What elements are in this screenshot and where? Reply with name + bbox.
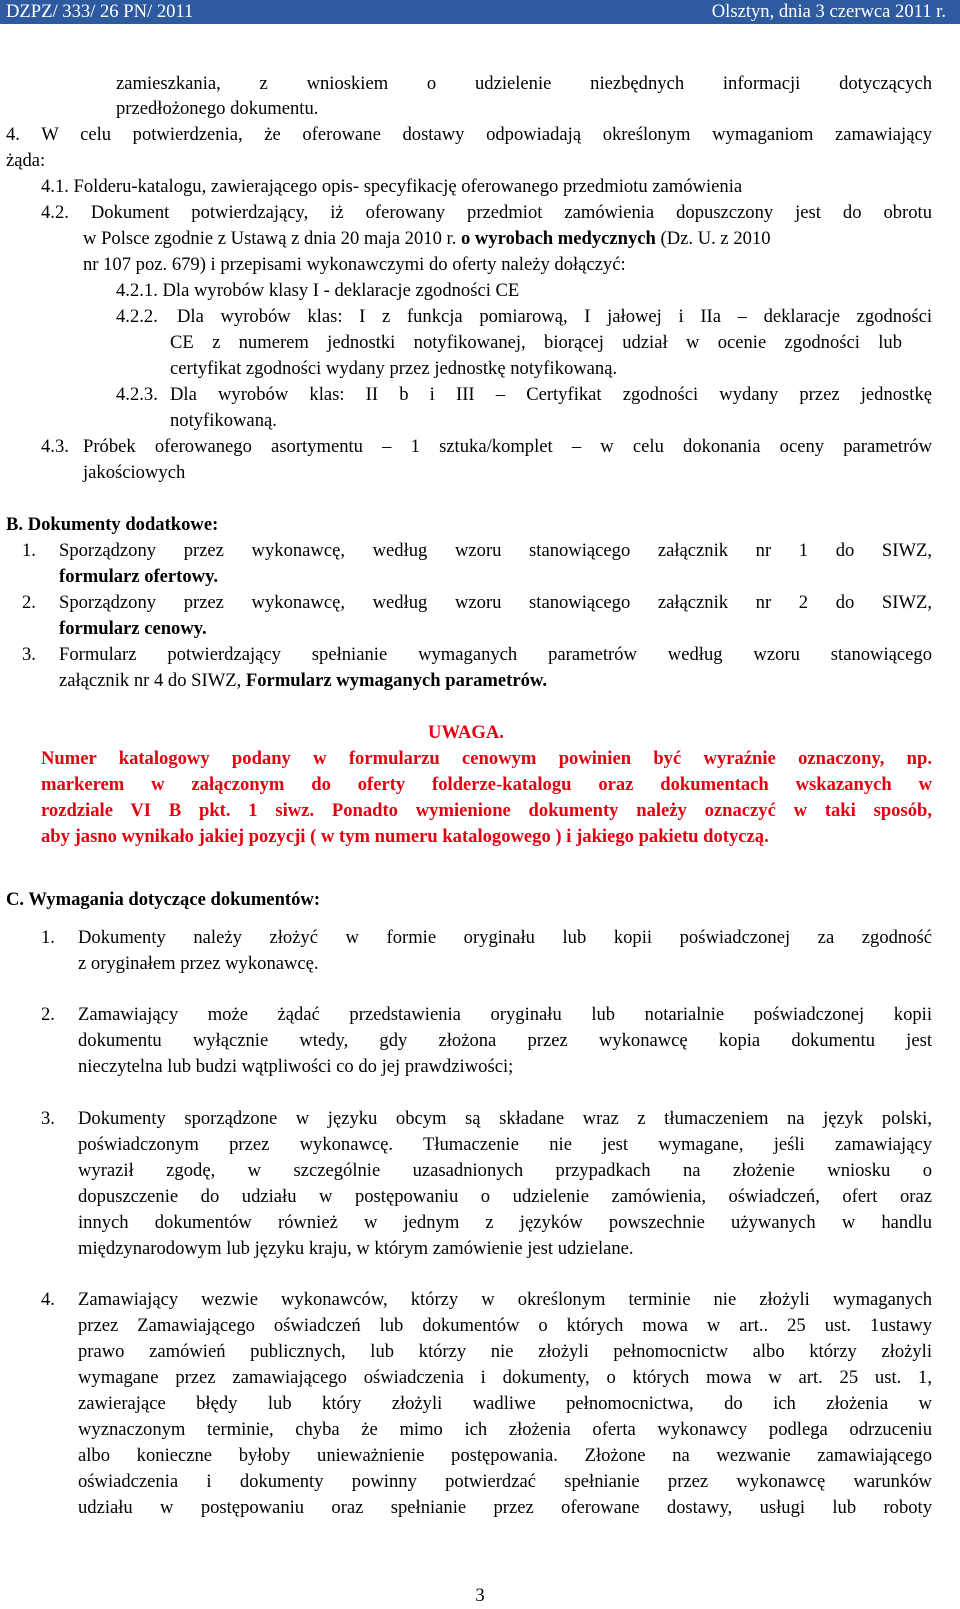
list-number: 4.3.: [41, 436, 69, 457]
text-line: z oryginałem przez wykonawcę.: [78, 953, 319, 974]
text-line: prawo zamówień publicznych, lub którzy nie złożyli pełnomocnictw albo którzy złożyli: [78, 1341, 932, 1362]
text-line: Dokumenty sporządzone w języku obcym są składane wraz z tłumaczeniem na język polski,: [78, 1108, 932, 1129]
text-line: przez Zamawiającego oświadczeń lub dokumentów o których mowa w art.. 25 ust. 1ustawy: [78, 1315, 932, 1336]
text-line: Sporządzony przez wykonawcę, według wzoru stanowiącego załącznik nr 2 do SIWZ,: [59, 592, 932, 613]
text-line: 4. W celu potwierdzenia, że oferowane dostawy odpowiadają określonym wymaganiom zamawiający: [6, 124, 932, 145]
text-line: wyznaczonym terminie, chyba że mimo ich złożenia oferta wykonawcy podlega odrzuceniu: [78, 1419, 932, 1440]
notice-line: markerem w załączonym do oferty folderze-katalogu oraz dokumentach wskazanych w: [41, 774, 932, 795]
text-line: w Polsce zgodnie z Ustawą z dnia 20 maja 2010 r. o wyrobach medycznych (Dz. U. z 2010: [83, 228, 771, 249]
list-number: 3.: [41, 1108, 55, 1129]
list-number: 3.: [22, 644, 36, 665]
text-line: formularz ofertowy.: [59, 566, 219, 587]
list-number: 4.: [41, 1289, 55, 1310]
text-line: 4.2. Dokument potwierdzający, iż oferowany przedmiot zamówienia dopuszczony jest do obrotu: [41, 202, 932, 223]
text-line: certyfikat zgodności wydany przez jednostkę notyfikowaną.: [170, 358, 618, 379]
text-line: innych dokumentów również w jednym z języków powszechnie używanych w handlu: [78, 1212, 932, 1233]
page-number: 3: [475, 1585, 485, 1606]
text-line: formularz cenowy.: [59, 618, 207, 639]
bold-text: Formularz wymaganych parametrów.: [245, 670, 547, 691]
text-line: międzynarodowym lub języku kraju, w którym zamówienie jest udzielane.: [78, 1238, 634, 1259]
page-header: [0, 0, 960, 24]
text-line: poświadczonym przez wykonawcę. Tłumaczenie nie jest wymagane, jeśli zamawiający: [78, 1134, 932, 1155]
text-line: zawierające błędy lub który złożyli wadliwe pełnomocnictwa, do ich złożenia w: [78, 1393, 932, 1414]
text-line: żąda:: [6, 150, 46, 171]
text-line: Sporządzony przez wykonawcę, według wzoru stanowiącego załącznik nr 1 do SIWZ,: [59, 540, 932, 561]
text-line: 4.1. Folderu-katalogu, zawierającego opis- specyfikację oferowanego przedmiotu zamówienia: [41, 176, 743, 197]
text-line: CE z numerem jednostki notyfikowanej, biorącej udział w ocenie zgodności lub: [170, 332, 902, 353]
text-line: Dla wyrobów klas: II b i III – Certyfikat zgodności wydany przez jednostkę: [170, 384, 932, 405]
text-line: albo konieczne byłoby unieważnienie postępowania. Złożone na wezwanie zamawiającego: [78, 1445, 932, 1466]
text-line: Zamawiający wezwie wykonawców, którzy w określonym terminie nie złożyli wymaganych: [78, 1289, 932, 1310]
text-line: oświadczenia i dokumenty powinny potwierdzać spełnianie przez wykonawcę warunków: [78, 1471, 932, 1492]
text-line: nieczytelna lub budzi wątpliwości co do jej prawdziwości;: [78, 1056, 514, 1077]
text-line: Formularz potwierdzający spełnianie wymaganych parametrów według wzoru stanowiącego: [59, 644, 932, 665]
document-reference: DZPZ/ 333/ 26 PN/ 2011: [6, 1, 194, 22]
text-line: dopuszczenie do udziału w postępowaniu o udzielenie zamówienia, oświadczeń, ofert oraz: [78, 1186, 932, 1207]
list-number: 4.2.2.: [116, 306, 158, 327]
text-line: przedłożonego dokumentu.: [116, 98, 319, 119]
list-number: 2.: [22, 592, 36, 613]
notice-line: Numer katalogowy podany w formularzu cenowym powinien być wyraźnie oznaczony, np.: [41, 748, 932, 769]
text-line: załącznik nr 4 do SIWZ, Formularz wymaganych parametrów.: [59, 670, 547, 691]
section-heading-c: C. Wymagania dotyczące dokumentów:: [6, 889, 321, 910]
text-line: wymagane przez zamawiającego oświadczenia i dokumenty, o których mowa w art. 25 ust. 1,: [78, 1367, 932, 1388]
text-line: Dokumenty należy złożyć w formie oryginału lub kopii poświadczonej za zgodność: [78, 927, 932, 948]
notice-title: UWAGA.: [428, 722, 504, 743]
text-line: zamieszkania, z wnioskiem o udzielenie niezbędnych informacji dotyczących: [116, 73, 932, 94]
text-line: 4.2.1. Dla wyrobów klasy I - deklaracje zgodności CE: [116, 280, 520, 301]
text-line: wyraził zgodę, w szczególnie uzasadnionych przypadkach na złożenie wniosku o: [78, 1160, 932, 1181]
bold-text: o wyrobach medycznych: [460, 228, 656, 249]
text-line: jakościowych: [83, 462, 186, 483]
list-number: 1.: [41, 927, 55, 948]
text-line: notyfikowaną.: [170, 410, 277, 431]
text-line: nr 107 poz. 679) i przepisami wykonawczymi do oferty należy dołączyć:: [83, 254, 626, 275]
text-line: udziału w postępowaniu oraz spełnianie przez oferowane dostawy, usługi lub roboty: [78, 1497, 932, 1518]
notice-line: aby jasno wynikało jakiej pozycji ( w tym numeru katalogowego ) i jakiego pakietu dotyczą.: [41, 826, 769, 847]
text-line: Próbek oferowanego asortymentu – 1 sztuka/komplet – w celu dokonania oceny parametrów: [83, 436, 932, 457]
text-line: Dla wyrobów klas: I z funkcja pomiarową, I jałowej i IIa – deklaracje zgodności: [177, 306, 932, 327]
list-number: 4.2.3.: [116, 384, 158, 405]
text-line: dokumentu wyłącznie wtedy, gdy złożona przez wykonawcę kopia dokumentu jest: [78, 1030, 932, 1051]
list-number: 1.: [22, 540, 36, 561]
text-line: Zamawiający może żądać przedstawienia oryginału lub notarialnie poświadczonej kopii: [78, 1004, 932, 1025]
list-number: 2.: [41, 1004, 55, 1025]
place-and-date: Olsztyn, dnia 3 czerwca 2011 r.: [711, 1, 946, 22]
notice-line: rozdziale VI B pkt. 1 siwz. Ponadto wymienione dokumenty należy oznaczyć w taki sposób,: [41, 800, 932, 821]
section-heading-b: B. Dokumenty dodatkowe:: [6, 514, 219, 535]
